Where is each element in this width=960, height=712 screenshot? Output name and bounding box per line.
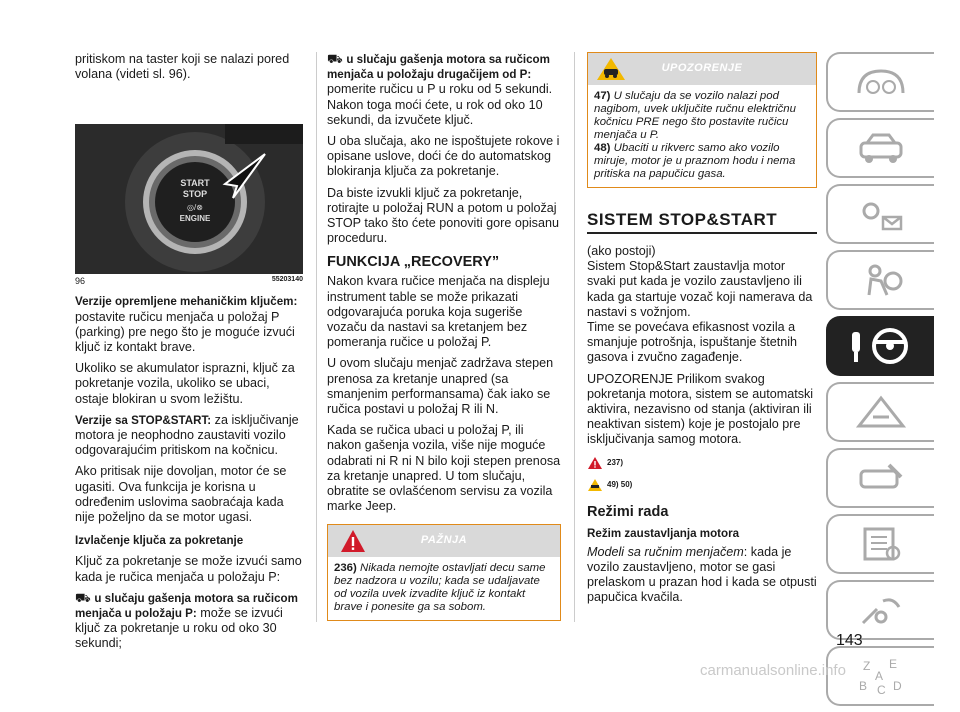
p6-text: Kada se ručica ubaci u položaj P, ili nakon gašenja vozila, više nije moguće odabrati ni R ni N bilo koji stepen prenosa za kretanje unapred. U tom slučaju, obratite se ovlašćenom servisu za vozila marke Jeep.: [327, 423, 561, 514]
figure-number: 96: [75, 276, 86, 287]
figure-96-photo: [75, 124, 303, 274]
heading-extract: Izvlačenje ključa za pokretanje: [75, 534, 244, 548]
p3-text: Da biste izvukli ključ za pokretanje, rotirajte u položaj RUN a potom u položaj STOP tako što ćete ponoviti gore opisanu proceduru.: [327, 185, 559, 246]
start-button-photo-icon: [75, 124, 303, 274]
tab-dashboard[interactable]: [826, 52, 934, 112]
warning-ref-1: 237): [587, 454, 817, 472]
caution-text: Nikada nemojte ostavljati decu same bez nadzora u vozilu; kada se udaljavate od vozila uvek izvadite ključ iz kontakt brave i ponesite ga sa sobom.: [334, 562, 546, 614]
warning-num-1: 47): [594, 90, 611, 102]
svg-text:B: B: [859, 679, 868, 693]
svg-text:C: C: [877, 683, 886, 696]
heading-recovery: FUNKCIJA „RECOVERY”: [327, 254, 500, 271]
p1-text: postavite ručicu menjača u položaj P (parking) pre nego što je moguće izvući ključ iz kontakt brave.: [75, 309, 295, 355]
steering-wheel-key-icon: [846, 326, 916, 366]
p1-label: Verzije opremljene mehaničkim ključem:: [75, 295, 298, 309]
warning-text-2: Ubaciti u rikverc samo ako vozilo miruje, motor je u praznom hodu i nema pritiska na papučicu gasa.: [594, 142, 796, 180]
danger-triangle-icon: [587, 456, 603, 470]
p3-label: Verzije sa STOP&START:: [75, 413, 212, 427]
emergency-triangle-icon: [853, 395, 909, 429]
warning-ref-2: 49) 50): [587, 476, 817, 494]
tab-multimedia[interactable]: [826, 580, 934, 640]
tab-starting-driving[interactable]: [826, 316, 934, 376]
alphabet-index-icon: [853, 656, 909, 696]
key-label-start: START: [180, 178, 210, 189]
heading-modes: Režimi rada: [587, 503, 669, 520]
footer-watermark: carmanualsonline.info: [700, 662, 846, 679]
p1-label: u slučaju gašenja motora sa ručicom menjača u položaju drugačijem od P:: [327, 53, 550, 82]
heading-stop-mode: Režim zaustavljanja motora: [587, 526, 740, 540]
column-divider: [316, 52, 317, 622]
p1-text: pomerite ručicu u P u roku od 5 sekundi. Nakon toga moći ćete, u rok od oko 10 sekundi, da izvučete ključ.: [327, 82, 553, 127]
car-icon: [853, 131, 909, 165]
p3-text: Time se povećava efikasnost vozila a smanjuje potrošnja, ispuštanje štetnih gasova i zvučno zagađenje.: [587, 320, 798, 365]
section-title: SISTEM STOP&START: [587, 210, 817, 234]
warning-text-1: U slučaju da se vozilo nalazi pod nagibom, uvek uključite ručnu električnu kočnicu PRE nego što postavite ručicu menjača u P.: [594, 90, 796, 141]
p4-text: Nakon kvara ručice menjača na displeju instrument table se može prikazati odgovarajuća poruka koja sugeriše vozaču da nastavi sa kretanjem bez pomeranja ručice u položaj P.: [327, 274, 550, 350]
key-label-engine: ENGINE: [179, 214, 211, 224]
wrench-car-icon: [853, 461, 909, 495]
p5-italic: Modeli sa ručnim menjačem: [587, 544, 744, 559]
caution-title: PAŽNJA: [420, 534, 468, 547]
p2-text: Ukoliko se akumulator isprazni, ključ za pokretanje vozila, ukoliko se ubaci, ostaje blokiran u svom ležištu.: [75, 361, 295, 406]
tab-service[interactable]: [826, 448, 934, 508]
tab-safety[interactable]: [826, 250, 934, 310]
multimedia-icon: [853, 593, 909, 627]
p5-text: U ovom slučaju menjač zadržava stepen prenosa za kretanje unapred (sa smanjenim performansama) čak iako se ručica postavi u položaj R ili N.: [327, 356, 554, 417]
svg-text:A: A: [875, 669, 884, 683]
svg-text:D: D: [893, 679, 902, 693]
tab-technical-data[interactable]: [826, 514, 934, 574]
column-divider: [574, 52, 575, 622]
p4-text: UPOZORENJE Prilikom svakog pokretanja motora, sistem se automatski aktivira, nezavisno od stanja (aktiviran ili neaktivan sistem) koje je postojalo pre isključivanja samog motora.: [587, 371, 814, 447]
caution-num: 236): [334, 562, 357, 575]
tab-emergency[interactable]: [826, 382, 934, 442]
p5-text: Ključ za pokretanje se može izvući samo kada je ručica menjača u položaju P:: [75, 554, 302, 584]
p6-label: u slučaju gašenja motora sa ručicom menjača u položaju P:: [75, 591, 298, 621]
p6-text: može se izvući ključ za pokretanje u roku od oko 30 sekundi;: [75, 606, 283, 651]
p5-text: : kada je vozilo zaustavljeno, motor se gasi prelaskom u prazan hod i kada se otpusti papučica kvačila.: [587, 544, 817, 605]
p3-text: za isključivanje motora je neophodno zaustaviti vozilo odgovarajućim pritiskom na kočnicu.: [75, 412, 299, 458]
p4-text: Ako pritisak nije dovoljan, motor će se ugasiti. Ova funkcija je korisna u određenim uslovima saobraćaja kada nije poželjno da se motor ugasi.: [75, 464, 287, 525]
tab-lights-warnings[interactable]: [826, 184, 934, 244]
intro-text: pritiskom na taster koji se nalazi pored volana (videti sl. 96).: [75, 52, 290, 82]
svg-text:Z: Z: [863, 659, 871, 673]
figure-caption: [75, 276, 303, 286]
warning-num-2: 48): [594, 142, 611, 154]
warning-lights-icon: [853, 197, 909, 231]
column-1: [75, 52, 303, 658]
dashboard-icon: [853, 65, 909, 99]
caution-box: [327, 524, 561, 621]
column-3: [587, 52, 817, 612]
car-icon: ⛟: [75, 590, 91, 605]
warning-box: [587, 52, 817, 188]
figure-code: 55203140: [271, 276, 303, 284]
p2-text: Sistem Stop&Start zaustavlja motor svaki put kada je vozilo zaustavljeno ili kada ga startuje vozač koji namerava da nastavi s vožnjom.: [587, 259, 813, 319]
chapter-tabs: [826, 52, 934, 712]
key-label-stop: STOP: [182, 189, 208, 200]
page-number: 143: [836, 632, 863, 649]
airbag-icon: [853, 263, 909, 297]
p2-text: U oba slučaja, ako ne ispoštujete rokove i opisane uslove, doći će do automatskog blokiranja ključa za pokretanje.: [327, 134, 560, 179]
car-warning-icon: [587, 478, 603, 492]
svg-text:◎/⊗: ◎/⊗: [187, 203, 203, 213]
data-sheet-icon: [853, 527, 909, 561]
svg-text:E: E: [889, 657, 898, 671]
tab-vehicle[interactable]: [826, 118, 934, 178]
column-2: [327, 52, 561, 625]
car-icon: ⛟: [327, 52, 343, 66]
warning-title: UPOZORENJE: [661, 62, 743, 74]
p1-text: (ako postoji): [587, 244, 656, 258]
